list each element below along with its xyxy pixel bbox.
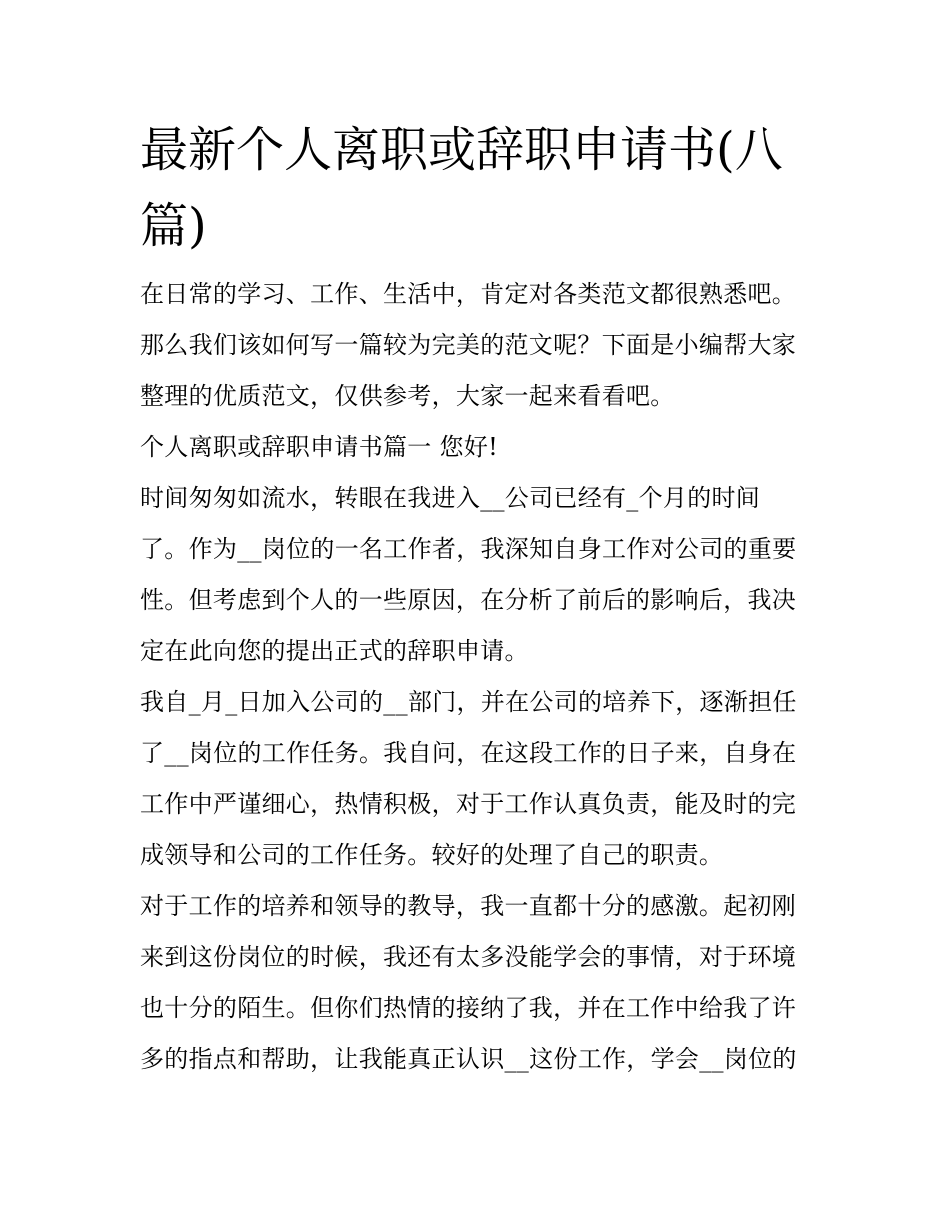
body-line: 多的指点和帮助，让我能真正认识__这份工作，学会__岗位的 (140, 1045, 797, 1073)
body-line: 那么我们该如何写一篇较为完美的范文呢？下面是小编帮大家 (140, 331, 797, 359)
body-line: 了__岗位的工作任务。我自问，在这段工作的日子来，自身在 (140, 739, 797, 767)
document-title: 最新个人离职或辞职申请书(八篇) (140, 122, 783, 254)
body-line: 时间匆匆如流水，转眼在我进入__公司已经有_个月的时间 (140, 484, 761, 512)
section-heading-line: 个人离职或辞职申请书篇一 您好! (140, 433, 499, 461)
body-line: 来到这份岗位的时候，我还有太多没能学会的事情，对于环境 (140, 943, 797, 971)
body-line: 我自_月_日加入公司的__部门，并在公司的培养下，逐渐担任 (140, 688, 797, 716)
body-line: 整理的优质范文，仅供参考，大家一起来看看吧。 (140, 382, 675, 410)
body-line: 了。作为__岗位的一名工作者，我深知自身工作对公司的重要 (140, 535, 797, 563)
body-line: 工作中严谨细心，热情积极，对于工作认真负责，能及时的完 (140, 790, 797, 818)
body-line: 成领导和公司的工作任务。较好的处理了自己的职责。 (140, 841, 724, 869)
body-line: 也十分的陌生。但你们热情的接纳了我，并在工作中给我了许 (140, 994, 797, 1022)
body-line: 性。但考虑到个人的一些原因，在分析了前后的影响后，我决 (140, 586, 797, 614)
document-body (140, 269, 820, 1085)
body-line: 在日常的学习、工作、生活中，肯定对各类范文都很熟悉吧。 (140, 280, 797, 308)
body-line: 定在此向您的提出正式的辞职申请。 (140, 637, 529, 665)
body-line: 对于工作的培养和领导的教导，我一直都十分的感激。起初刚 (140, 892, 797, 920)
